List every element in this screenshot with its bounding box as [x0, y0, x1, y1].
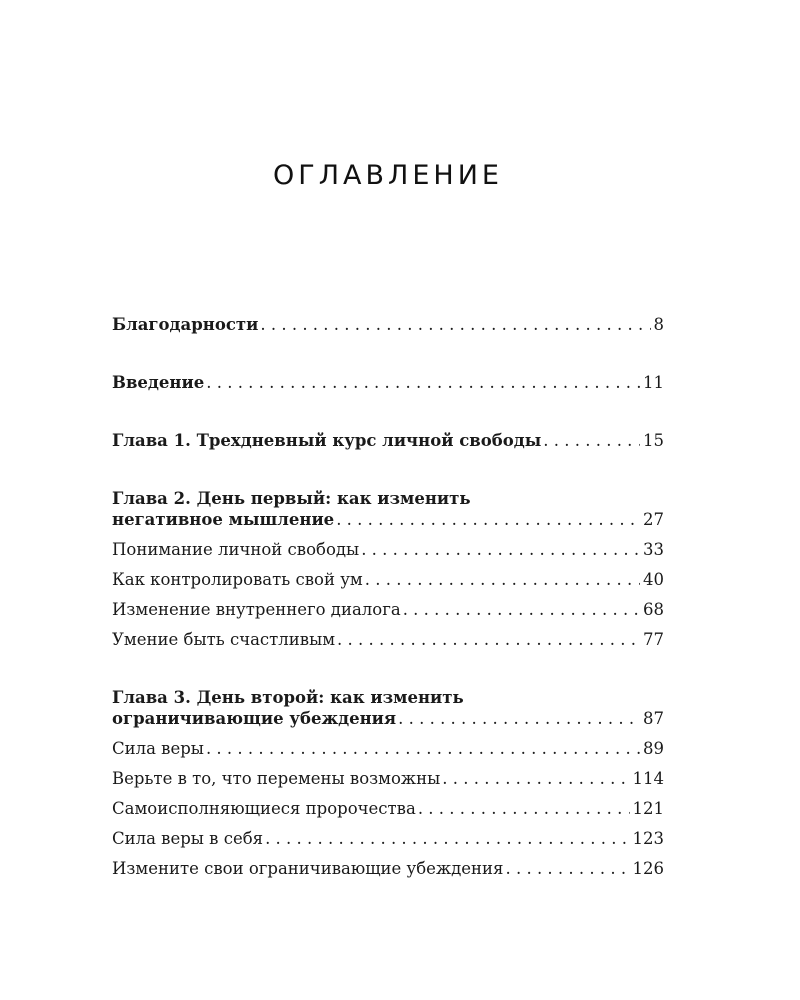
toc-entry-label: Благодарности: [112, 315, 259, 334]
toc-section[interactable]: [112, 858, 664, 879]
dot-leader: [543, 430, 640, 451]
toc-entry-chapter-2: [112, 509, 664, 530]
toc-entry-label: Самоисполняющиеся пророчества: [112, 799, 416, 818]
toc-page-number: 8: [653, 315, 664, 334]
toc-entry-label: Глава 1. Трехдневный курс личной свободы: [112, 431, 542, 450]
toc-chapter-3[interactable]: [112, 687, 664, 729]
dot-leader: [365, 569, 640, 590]
toc-page-number: 68: [643, 600, 664, 619]
dot-leader: [403, 599, 640, 620]
toc-entry-acknowledgements[interactable]: [112, 314, 664, 335]
dot-leader: [505, 858, 629, 879]
dot-leader: [361, 539, 640, 560]
toc-page-number: 89: [643, 739, 664, 758]
toc-page-number: 27: [643, 510, 664, 529]
toc-section[interactable]: [112, 539, 664, 560]
toc-section[interactable]: [112, 569, 664, 590]
page-title: ОГЛАВЛЕНИЕ: [273, 160, 503, 191]
toc-page-number: 87: [643, 709, 664, 728]
toc-chapter-2[interactable]: [112, 488, 664, 530]
toc-section[interactable]: [112, 768, 664, 789]
dot-leader: [337, 629, 640, 650]
dot-leader: [206, 738, 640, 759]
toc-entry-chapter-3: [112, 708, 664, 729]
toc-entry-label: Сила веры в себя: [112, 829, 264, 848]
toc-entry-introduction[interactable]: [112, 372, 664, 393]
toc-page-number: 121: [632, 799, 664, 818]
toc-entry-chapter-1[interactable]: [112, 430, 664, 451]
dot-leader: [442, 768, 629, 789]
toc-entry-label: Как контролировать свой ум: [112, 570, 363, 589]
toc-page-number: 11: [643, 373, 664, 392]
toc-chapter-heading: Глава 3. День второй: как изменить: [112, 688, 464, 707]
dot-leader: [265, 828, 629, 849]
toc-page-number: 33: [643, 540, 664, 559]
toc-section[interactable]: [112, 828, 664, 849]
toc-page-number: 77: [643, 630, 664, 649]
toc-entry-label: Изменение внутреннего диалога: [112, 600, 401, 619]
toc-entry-label: негативное мышление: [112, 510, 335, 529]
toc-page-number: 126: [632, 859, 664, 878]
toc-entry-label: ограничивающие убеждения: [112, 709, 397, 728]
toc-section[interactable]: [112, 798, 664, 819]
toc-entry-label: Верьте в то, что перемены возможны: [112, 769, 441, 788]
toc-entry-label: Понимание личной свободы: [112, 540, 360, 559]
toc-entry-label: Измените свои ограничивающие убеждения: [112, 859, 504, 878]
toc-page-number: 40: [643, 570, 664, 589]
table-of-contents: [112, 314, 664, 879]
toc-section[interactable]: [112, 599, 664, 620]
toc-page-number: 123: [632, 829, 664, 848]
toc-section[interactable]: [112, 629, 664, 650]
dot-leader: [260, 314, 650, 335]
dot-leader: [336, 509, 640, 530]
toc-entry-label: Умение быть счастливым: [112, 630, 336, 649]
toc-chapter-heading: Глава 2. День первый: как изменить: [112, 489, 471, 508]
toc-entry-label: Введение: [112, 373, 205, 392]
dot-leader: [206, 372, 640, 393]
dot-leader: [418, 798, 630, 819]
dot-leader: [398, 708, 640, 729]
toc-entry-label: Сила веры: [112, 739, 204, 758]
toc-page-number: 15: [643, 431, 664, 450]
toc-page-number: 114: [632, 769, 664, 788]
toc-section[interactable]: [112, 738, 664, 759]
